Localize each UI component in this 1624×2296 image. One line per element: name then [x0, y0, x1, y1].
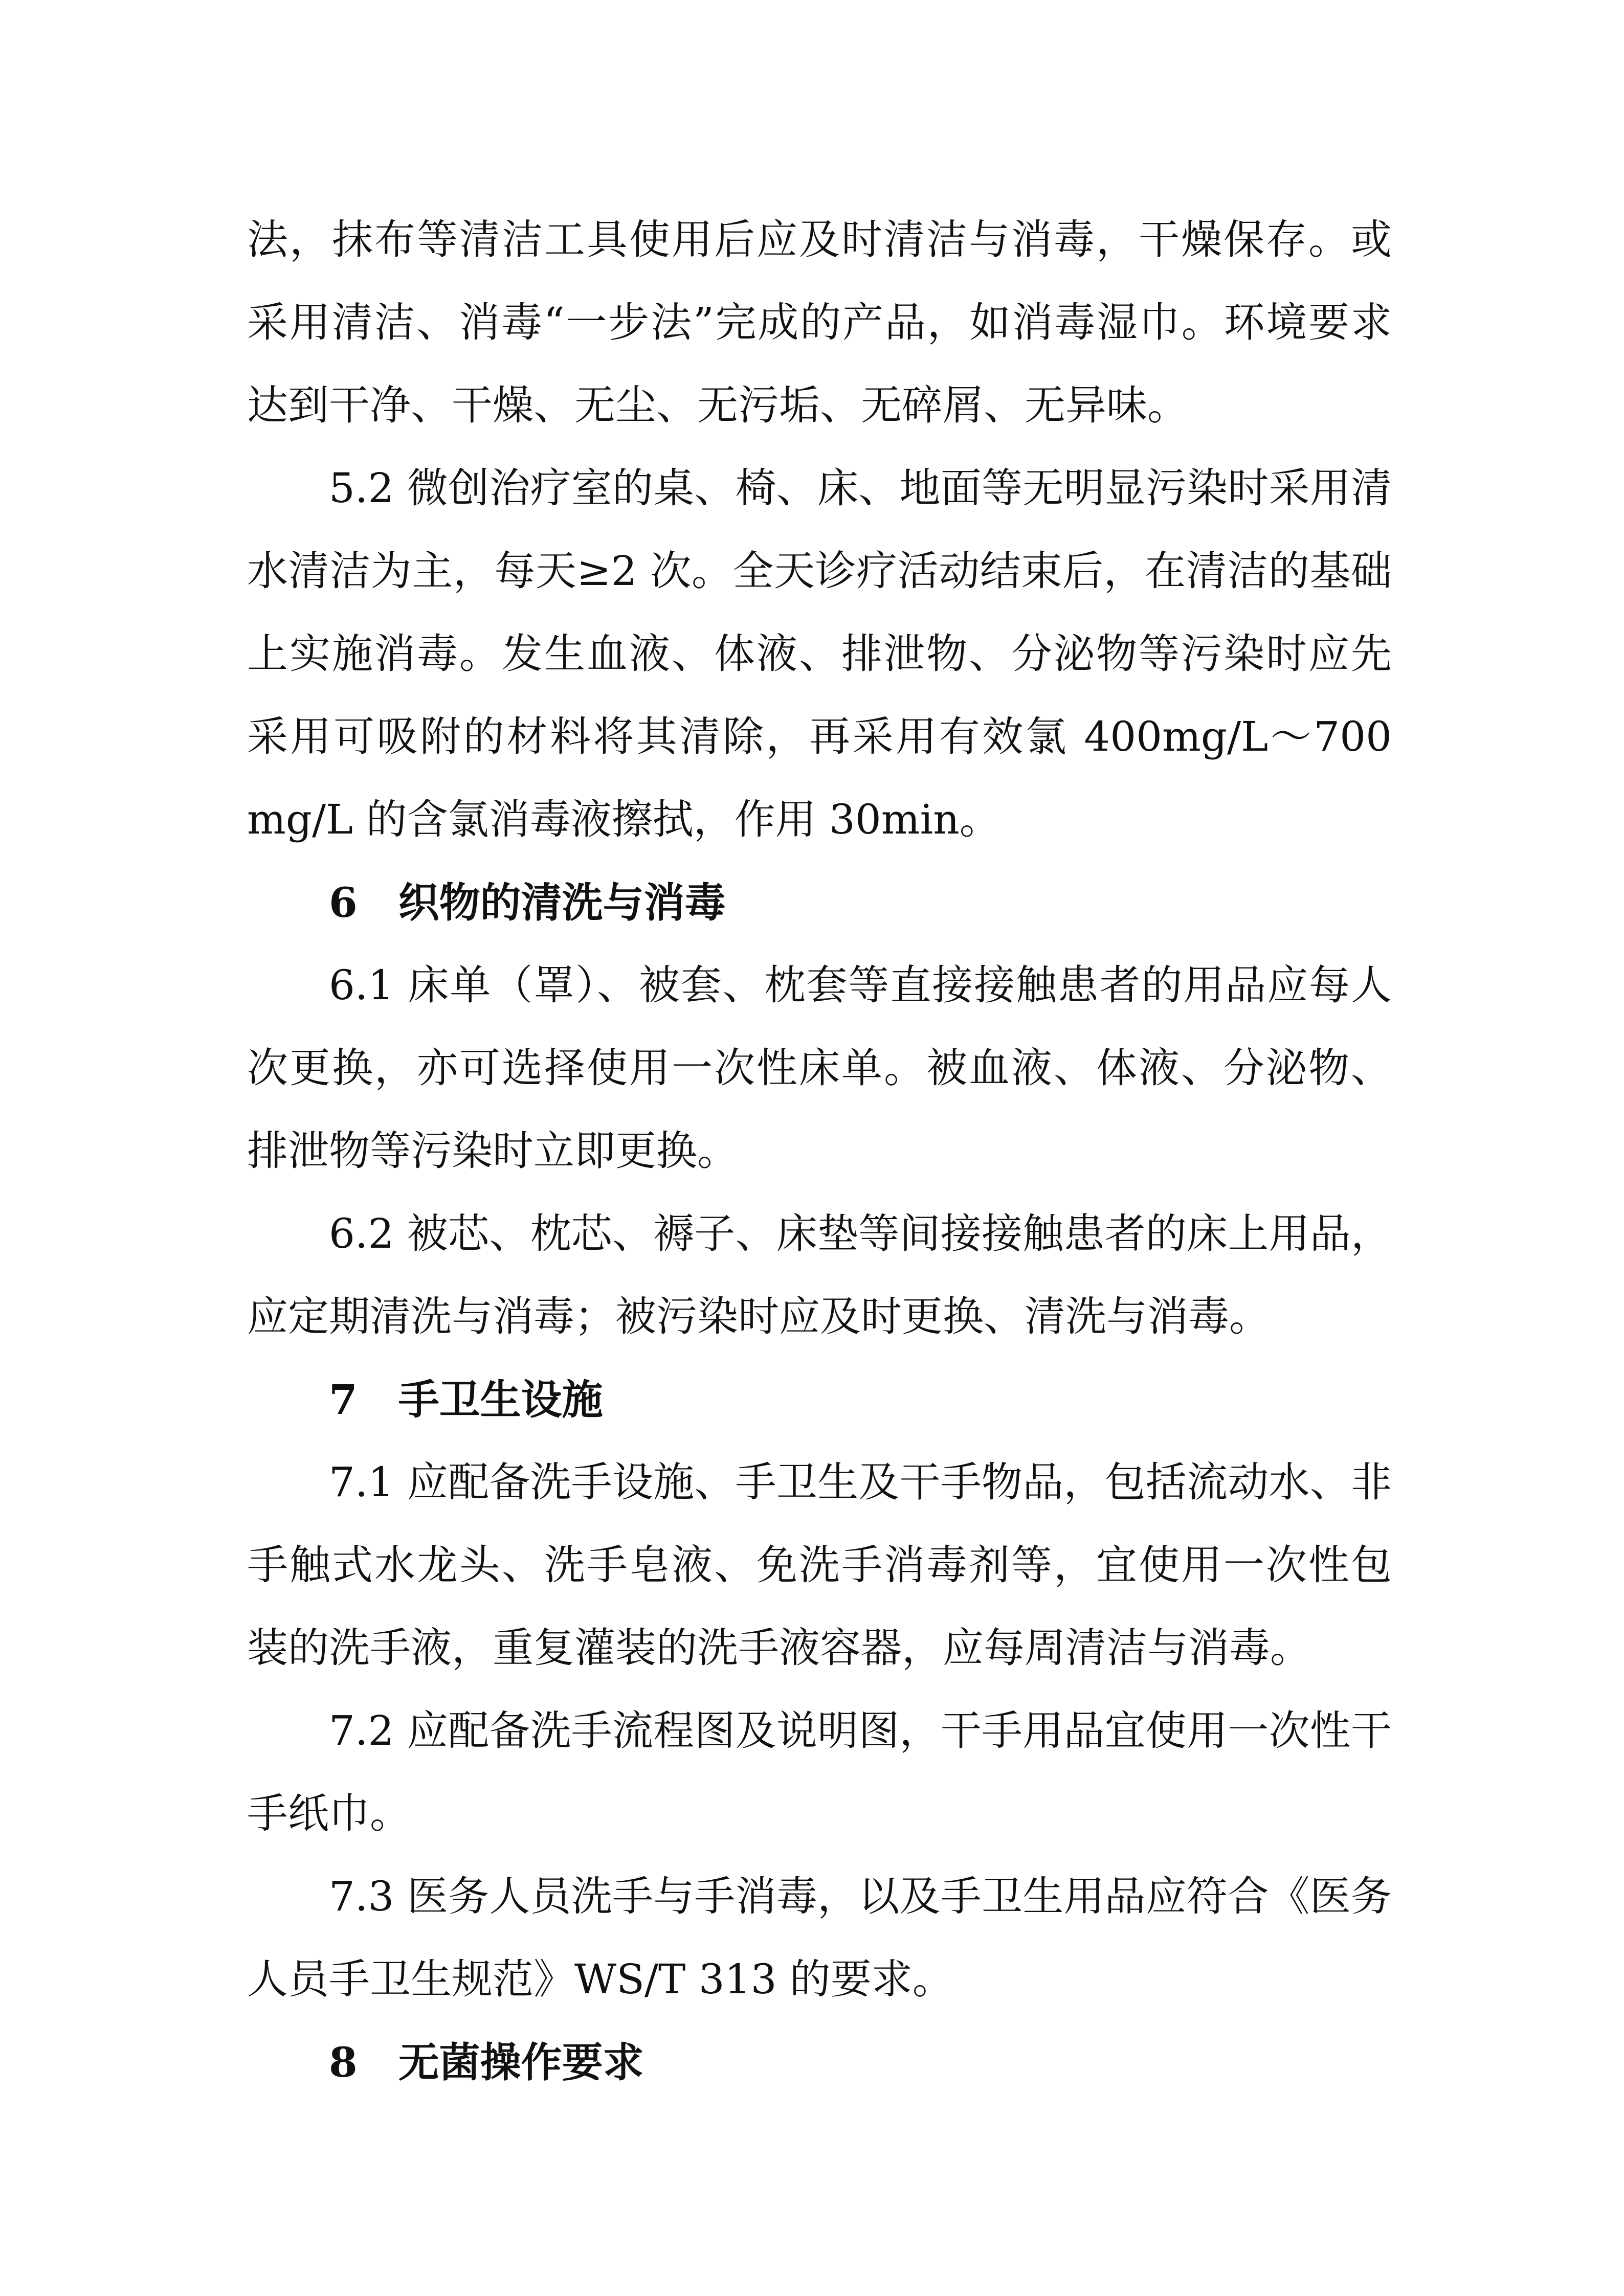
document-body: [247, 198, 1392, 2104]
paragraph-7-1: 7.1 应配备洗手设施、手卫生及干手物品，包括流动水、非手触式水龙头、洗手皂液、免洗手消毒剂等，宜使用一次性包装的洗手液，重复灌装的洗手液容器，应每周清洁与消毒。: [247, 1458, 1392, 1672]
paragraph-6-1: 6.1 床单（罩）、被套、枕套等直接接触患者的用品应每人次更换，亦可选择使用一次性床单。被血液、体液、分泌物、排泄物等污染时立即更换。: [247, 961, 1392, 1175]
section-heading-6: 6 织物的清洗与消毒: [329, 879, 726, 927]
paragraph-5-2: 5.2 微创治疗室的桌、椅、床、地面等无明显污染时采用清水清洁为主，每天≥2 次。全天诊疗活动结束后，在清洁的基础上实施消毒。发生血液、体液、排泄物、分泌物等污染时应先采用可吸附的材料将其清除，再采用有效氯 400mg/L～700 mg/L 的含氯消毒液擦拭，作用 30min。: [247, 464, 1392, 843]
paragraph-5-1-continued: 法，抹布等清洁工具使用后应及时清洁与消毒，干燥保存。或采用清洁、消毒“一步法”完成的产品，如消毒湿巾。环境要求达到干净、干燥、无尘、无污垢、无碎屑、无异味。: [247, 216, 1392, 429]
paragraph-6-2: 6.2 被芯、枕芯、褥子、床垫等间接接触患者的床上用品，应定期清洗与消毒；被污染时应及时更换、清洗与消毒。: [247, 1210, 1392, 1340]
paragraph-7-3: 7.3 医务人员洗手与手消毒，以及手卫生用品应符合《医务人员手卫生规范》WS/T 313 的要求。: [247, 1873, 1392, 2003]
section-heading-7: 7 手卫生设施: [329, 1376, 603, 1424]
paragraph-7-2: 7.2 应配备洗手流程图及说明图，干手用品宜使用一次性干手纸巾。: [247, 1707, 1392, 1837]
section-heading-8: 8 无菌操作要求: [329, 2038, 644, 2086]
